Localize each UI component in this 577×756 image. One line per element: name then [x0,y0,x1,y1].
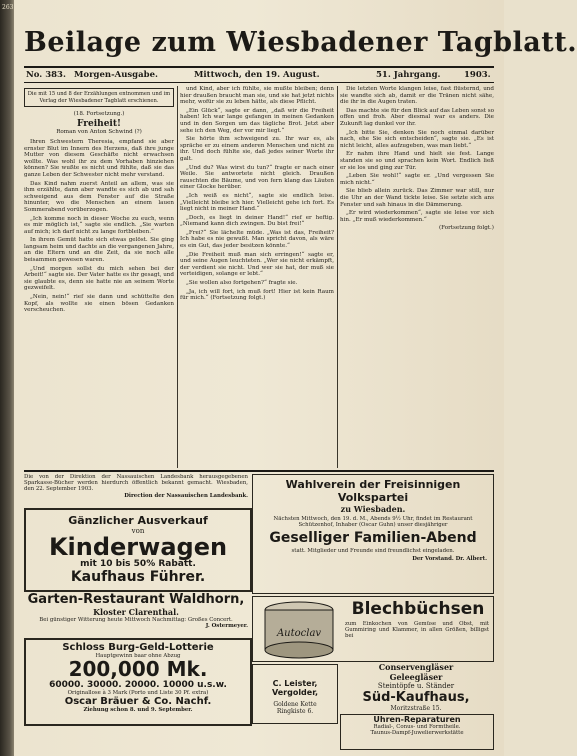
wahlverein-title: Wahlverein der Freisinnigen Volkspartei [285,478,461,504]
waldhorn-text: Bei günstiger Witterung heute Mittwoch Nachmittag: Großes Concert. [39,617,233,623]
ausverkauf-headline: Gänzlicher Ausverkauf [68,514,208,527]
story-paragraph: „Ich bitte Sie, denken Sie noch einmal darüber nach, ehe Sie sich entscheiden“, sagte sie. „Es ist nicht leicht, alles aufzugeben, was man liebt.“ [340,129,494,149]
conservenglaeser: Conservengläser [378,662,454,672]
lotterie-price: Originallose à 3 Mark (Porto und Liste 30 Pf. extra) [67,690,209,697]
uhren-title: Uhren-Reparaturen [373,715,461,724]
steintoepfe: Steintöpfe u. Ständer [377,682,455,690]
continuation-note: (18. Fortsetzung.) [73,111,125,118]
story-paragraph: Er nahm ihre Hand und hielt sie fest. Lange standen sie so und sprachen kein Wort. Endlich ließ er sie los und ging zur Tür. [340,151,494,171]
wahlverein-text-2: statt. Mitglieder und Freunde sind freundlichst eingeladen. [291,548,455,555]
familienabend-title: Geselliger Familien-Abend [269,530,477,547]
blechbuechsen-text: zum Einkochen von Gemüse und Obst, mit Gummiring und Klammer, in allen Größen, billigst bei [345,621,489,640]
story-paragraph: „Er wird wiederkommen“, sagte sie leise vor sich hin. „Er muß wiederkommen.“ [340,210,494,223]
story-paragraph: „Ich komme noch in dieser Woche zu euch, wenn es mir möglich ist,“ sagte sie endlich. „Sie warten auf mich; ich darf nicht zu lange fortbleiben.“ [24,215,174,235]
lotterie-ad [24,638,252,726]
lotterie-dealer: Oscar Bräuer & Co. Nachf. [64,696,212,708]
waldhorn-title: Garten-Restaurant Waldhorn, [27,592,245,607]
kaufhaus-fuehrer: Kaufhaus Führer. [70,569,206,585]
lotterie-title: Schloss Burg-Geld-Lotterie [62,642,214,653]
sued-kaufhaus-name: Süd-Kaufhaus, [362,690,470,705]
waldhorn-signature: J. Ostermeyer. [205,623,248,630]
story-subtitle: Roman von Anton Schwind (?) [56,129,142,136]
bank-notice-text: Die von der Direktion der Nassauischen Landesbank herausgegebenen Sparkasse-Bücher werden hierdurch öffentlich bekannt gemacht. Wiesbaden, den 22. September 1903. [24,474,248,493]
column-divider [337,86,338,468]
continuation-note: (Fortsetzung folgt.) [438,225,494,232]
story-paragraph: „Die Freiheit muß man sich erringen!“ sagte er, und seine Augen leuchteten. „Wer sie nicht erkämpft, der verdient sie nicht. Und wer sie hat, der muß sie verteidigen, solange er lebt.“ [180,251,334,278]
wahlverein-text: Nächsten Mittwoch, den 19. d. M., Abends 9½ Uhr, findet im Restaurant Schützenhof, Inhaber (Oscar Guhn) unser diesjähriger [273,516,473,529]
masthead-title: Beilage zum Wiesbadener Tagblatt. [24,27,577,58]
geleeglaeser: Geleegläser [389,672,443,682]
wahlverein-ad [252,474,494,594]
story-paragraph: „Ich weiß es nicht“, sagte sie endlich leise. „Vielleicht bleibe ich hier. Vielleicht gehe ich fort. Es liegt nicht in meiner Hand.“ [180,192,334,213]
story-title: Freiheit! [77,118,121,129]
waldhorn-ad [24,592,248,636]
story-paragraph: Das machte sie für den Blick auf das Leben sonst so offen und froh. Aber diesmal war es anders. Die Zukunft lag dunkel vor ihr. [340,107,494,127]
section-divider [24,470,494,472]
lotterie-amount: 200,000 Mk. [68,657,208,682]
uhren-text-2: Taunus-Dampf-Juwelierwerkstätte [370,730,464,737]
can-label: Autoclav [276,628,322,639]
uhren-text: Radial-, Conus- und Formtheile. [373,724,461,730]
uhren-ad [340,714,494,750]
masthead [24,20,577,66]
story-paragraph: „Und du? Was wirst du tun?“ fragte er nach einer Weile. Sie antwortete nicht gleich. Draußen rauschten die Bäume, und von fern klang das Läuten einer Glocke herüber. [180,164,334,191]
story-paragraph: „Ein Glück“, sagte er dann, „daß wir die Freiheit haben! Ich war lange gefangen in meinen Gedanken und in den Sorgen um das tägliche Brot. Jetzt aber sehe ich den Weg, der vor mir liegt.“ [180,107,334,134]
leister-name: C. Leister, Vergolder, [271,679,319,697]
issue-date: Mittwoch, den 19. August. [194,70,320,80]
sued-kaufhaus-address: Moritzstraße 15. [390,705,442,712]
bank-notice-signature: Direction der Nassauischen Landesbank. [124,492,248,499]
goldene-kette: Goldene Kette [273,701,317,708]
page-number: 263 [2,4,14,11]
story-paragraph: und Kind, aber ich fühlte, sie mußte bleiben; denn hier draußen braucht man sie, und sie hat jetzt nichts mehr, wofür sie zu leben hätte, als diese Pflicht. [180,86,334,106]
tin-can-illustration [255,598,341,660]
story-paragraph: „Und morgen sollst du mich sehen bei der Arbeit!“ sagte sie. Der Vater hatte es ihr gesagt, und sie glaubte es, denn sie hatte nie an seinem Worte gezweifelt. [24,265,174,292]
lotterie-date: Ziehung schon 8. und 9. September. [83,707,193,714]
rabatt-line: mit 10 bis 50% Rabatt. [80,559,196,569]
waldhorn-location: Kloster Clarenthal. [93,607,179,617]
issue-year: 1903. [464,70,491,80]
story-paragraph: Das Kind nahm zuerst Anteil an allem, was sie ihm erzählte, dann aber wandte es sich ab und sah schweigend aus dem Fenster auf die Straße hinunter, wo die Menschen an einem lauen Sommerabend vorüberzogen. [24,180,174,213]
column-feuilleton [24,86,174,468]
story-paragraph: Die letzten Worte klangen leise, fast flüsternd, und sie wandte sich ab, damit er die Tränen nicht sähe, die ihr in die Augen traten. [340,86,494,106]
kinderwagen-ad [24,508,252,592]
issue-edition: Morgen-Ausgabe. [74,70,158,80]
reprint-notice: Die mit 15 und 8 der Erzählungen entnommen und im Verlag der Wiesbadener Tagblatt erschienen. [24,88,174,107]
sued-kaufhaus-ad [340,662,492,712]
lotterie-subtitle: Hauptgewinn baar ohne Abzug [95,653,181,659]
blechbuechsen-title: Blechbüchsen [351,599,485,619]
kinderwagen-word: Kinderwagen [48,533,228,561]
story-paragraph: „Nein, nein!“ rief sie dann und schüttelte den Kopf, als wollte sie einen bösen Gedanken verscheuchen. [24,294,174,314]
wahlverein-signature: Der Vorstand. Dr. Albert. [412,555,487,562]
story-paragraph: In ihrem Gemüt hatte sich etwas gelöst. Sie ging langsam heim und dachte an die vergangenen Jahre, an die Eltern und an die Zeit, da sie noch alle beisammen gewesen waren. [24,237,174,264]
story-paragraph: „Frei?“ Sie lächelte müde. „Was ist das, Freiheit? Ich habe es nie gewußt. Man spricht davon, als wäre es ein Gut, das jeder besitzen könnte.“ [180,229,334,250]
ausverkauf-von: von [131,527,145,535]
blechbuechsen-ad [252,596,494,662]
story-paragraph: „Doch, es liegt in deiner Hand!“ rief er heftig. „Niemand kann dich zwingen. Du bist frei!“ [180,214,334,228]
story-paragraph: Sie hörte ihm schweigend zu. Ihr war es, als spräche er zu einem anderen Menschen und nicht zu ihr. Und doch fühlte sie, daß jedes seiner Worte ihr galt. [180,136,334,162]
book-spine [0,0,14,756]
story-paragraph: „Sie wollen also fortgehen?“ fragte sie. [186,280,298,287]
story-paragraph: Ihren Schwestern Theresia, empfand sie aber ernster Blut im Innern des Herzens, daß ihre junge Mutter von diesem Geschäfte nicht erwachsen wollte. Was wohl ihr zu dem Vorhaben hinziehen können? Sie wußte es nicht und fühlte, daß sie das ganze Leben der Schwester nicht mehr verstand. [24,138,174,178]
bank-notice [24,474,248,504]
issue-info-bar [24,66,494,83]
issue-number: No. 383. [26,70,66,80]
issue-volume: 51. Jahrgang. [376,70,441,80]
column-story-right [340,86,494,468]
story-paragraph: „Leben Sie wohl!“ sagte er. „Und vergessen Sie mich nicht.“ [340,173,494,186]
story-paragraph: „Ja, ich will fort, ich muß fort! Hier ist kein Raum für mich.“ (Fortsetzung folgt.) [180,288,334,302]
leister-ad [252,664,338,724]
wahlverein-place: zu Wiesbaden. [340,504,406,514]
lotterie-prizes: 60000. 30000. 20000. 10000 u.s.w. [49,680,227,691]
story-paragraph: Sie blieb allein zurück. Das Zimmer war still, nur die Uhr an der Wand tickte leise. Sie setzte sich ans Fenster und sah hinaus in die Dämmerung. [340,188,494,208]
column-divider [177,86,178,468]
ringkiste: Ringkiste 6. [276,708,314,715]
column-story-middle [180,86,334,468]
